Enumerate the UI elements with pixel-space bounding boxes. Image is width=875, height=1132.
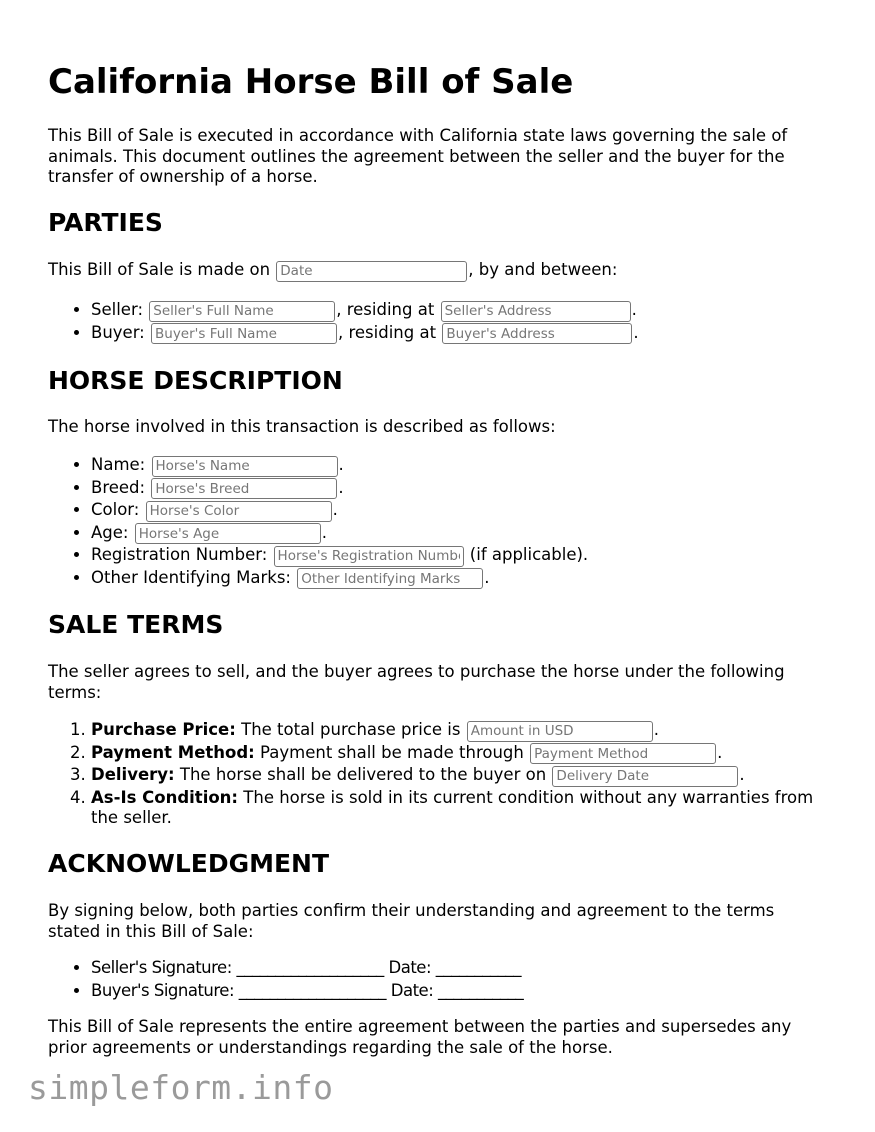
- period-text: .: [321, 522, 327, 542]
- horse-name-item: [91, 455, 871, 478]
- horse-description-heading: HORSE DESCRIPTION: [48, 366, 343, 395]
- horse-intro: The horse involved in this transaction is described as follows:: [48, 417, 556, 436]
- signature-list: [48, 958, 871, 1003]
- as-is-condition-label: As-Is Condition:: [91, 787, 239, 807]
- purchase-price-label: Purchase Price:: [91, 720, 236, 739]
- residing-at-text: , residing at: [338, 322, 437, 342]
- horse-name-input[interactable]: [152, 456, 338, 477]
- acknowledgment-intro: By signing below, both parties confirm their understanding and agreement to the terms stated in this Bill of Sale:: [48, 901, 775, 941]
- period-text: .: [653, 720, 659, 739]
- parties-heading: PARTIES: [48, 208, 163, 237]
- delivery-label: Delivery:: [91, 765, 175, 784]
- horse-registration-input[interactable]: [274, 546, 464, 567]
- residing-at-text: , residing at: [336, 300, 435, 319]
- seller-name-input[interactable]: [149, 301, 335, 322]
- as-is-condition-text: The horse is sold in its current condition without any warranties from the seller.: [91, 787, 814, 827]
- horse-marks-input[interactable]: [297, 568, 483, 589]
- buyer-address-input[interactable]: [442, 323, 632, 344]
- purchase-price-input[interactable]: [467, 721, 653, 742]
- sale-terms-list: [48, 720, 871, 829]
- period-text: .: [338, 455, 344, 474]
- payment-method-label: Payment Method:: [91, 742, 255, 762]
- seller-address-input[interactable]: [441, 301, 631, 322]
- horse-registration-item: [91, 545, 871, 568]
- buyer-name-input[interactable]: [151, 323, 337, 344]
- seller-signature-line: • Seller's Signature: ___________________ Date: ___________: [91, 958, 871, 981]
- acknowledgment-heading: ACKNOWLEDGMENT: [48, 849, 330, 878]
- made-on-suffix: , by and between:: [468, 260, 618, 279]
- delivery-item: [91, 765, 871, 788]
- horse-registration-label: Registration Number:: [91, 545, 268, 564]
- period-text: .: [717, 742, 723, 762]
- made-on-line: [48, 260, 823, 282]
- period-text: .: [631, 300, 637, 319]
- horse-age-item: [91, 523, 871, 546]
- terms-intro: The seller agrees to sell, and the buyer agrees to purchase the horse under the following terms:: [48, 662, 785, 702]
- buyer-item: [91, 323, 871, 346]
- seller-item: [91, 300, 871, 323]
- horse-color-input[interactable]: [146, 501, 332, 522]
- horse-age-label: Age:: [91, 522, 129, 542]
- closing-paragraph: This Bill of Sale represents the entire agreement between the parties and supersedes any prior agreements or understandings regarding the sale of the horse.: [48, 1017, 792, 1057]
- sale-date-input[interactable]: [276, 261, 467, 282]
- horse-breed-item: [91, 478, 871, 501]
- sale-terms-heading: SALE TERMS: [48, 610, 224, 639]
- horse-color-label: Color:: [91, 500, 140, 519]
- delivery-date-input[interactable]: [552, 766, 738, 787]
- intro-paragraph: This Bill of Sale is executed in accordance with California state laws governing the sale of animals. This document outlines the agreement between the seller and the buyer for the transfer of ownership of a horse.: [48, 126, 788, 186]
- period-text: .: [484, 567, 490, 587]
- horse-color-item: [91, 500, 871, 523]
- delivery-text: The horse shall be delivered to the buyer on: [179, 765, 547, 784]
- payment-method-item: [91, 743, 871, 766]
- horse-marks-label: Other Identifying Marks:: [91, 567, 291, 587]
- buyer-signature-line: • Buyer's Signature: ___________________ Date: ___________: [91, 981, 871, 1004]
- horse-breed-label: Breed:: [91, 477, 146, 497]
- horse-marks-item: [91, 568, 871, 591]
- purchase-price-item: [91, 720, 871, 743]
- seller-label: Seller:: [91, 300, 143, 319]
- period-text: .: [332, 500, 338, 519]
- horse-details-list: [48, 455, 871, 590]
- payment-method-input[interactable]: [530, 743, 716, 764]
- buyer-label: Buyer:: [91, 322, 145, 342]
- document-title: California Horse Bill of Sale: [48, 62, 574, 102]
- registration-suffix: (if applicable).: [469, 545, 589, 564]
- payment-method-text: Payment shall be made through: [260, 742, 524, 762]
- period-text: .: [739, 765, 745, 784]
- watermark-text: simpleform.info: [28, 1068, 334, 1107]
- horse-age-input[interactable]: [135, 523, 321, 544]
- horse-breed-input[interactable]: [151, 478, 337, 499]
- made-on-prefix: This Bill of Sale is made on: [48, 260, 271, 279]
- parties-list: [48, 300, 871, 345]
- purchase-price-text: The total purchase price is: [241, 720, 461, 739]
- horse-name-label: Name:: [91, 455, 146, 474]
- period-text: .: [633, 322, 639, 342]
- as-is-condition-item: [91, 788, 821, 829]
- period-text: .: [338, 477, 344, 497]
